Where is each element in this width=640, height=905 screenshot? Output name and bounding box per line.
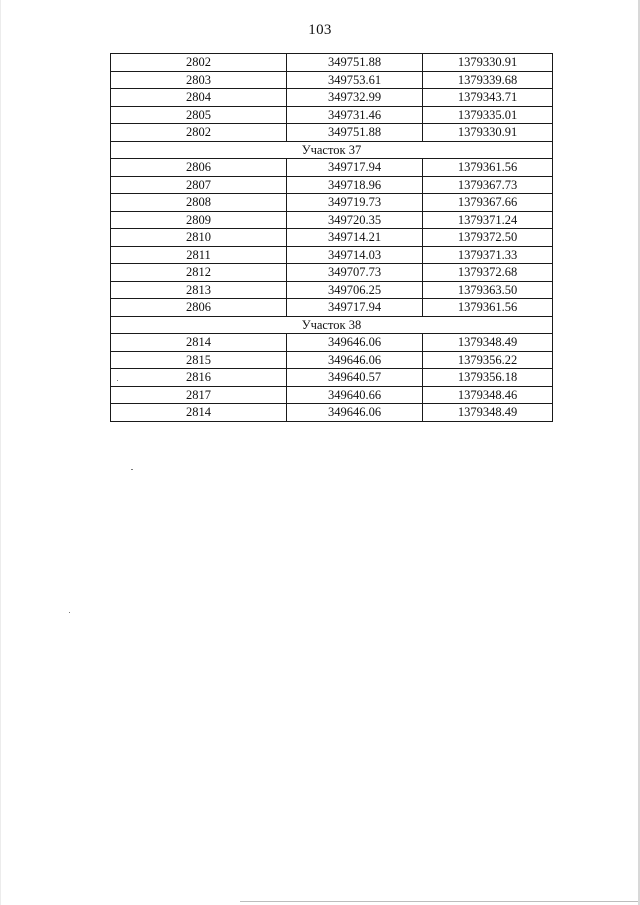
x-coordinate-cell: 349707.73 xyxy=(287,264,423,282)
point-number-cell: 2816 xyxy=(111,369,287,387)
x-coordinate-cell: 349717.94 xyxy=(287,299,423,317)
point-number-cell: 2809 xyxy=(111,211,287,229)
page-number: 103 xyxy=(308,22,332,38)
table-row xyxy=(111,404,553,422)
x-coordinate-cell: 349706.25 xyxy=(287,281,423,299)
y-coordinate-cell: 1379372.50 xyxy=(423,229,553,247)
y-coordinate-cell: 1379361.56 xyxy=(423,299,553,317)
page-left-edge xyxy=(0,0,1,905)
point-number-cell: 2805 xyxy=(111,106,287,124)
point-number-cell: 2802 xyxy=(111,124,287,142)
x-coordinate-cell: 349714.03 xyxy=(287,246,423,264)
table-row xyxy=(111,281,553,299)
table-row xyxy=(111,246,553,264)
point-number-cell: 2806 xyxy=(111,159,287,177)
x-coordinate-cell: 349646.06 xyxy=(287,404,423,422)
table-row xyxy=(111,369,553,387)
table-row xyxy=(111,211,553,229)
x-coordinate-cell: 349717.94 xyxy=(287,159,423,177)
page-bottom-line xyxy=(240,901,638,902)
y-coordinate-cell: 1379335.01 xyxy=(423,106,553,124)
x-coordinate-cell: 349719.73 xyxy=(287,194,423,212)
scan-speck xyxy=(117,380,118,381)
table-row xyxy=(111,334,553,352)
table-row xyxy=(111,229,553,247)
point-number-cell: 2807 xyxy=(111,176,287,194)
x-coordinate-cell: 349751.88 xyxy=(287,54,423,72)
y-coordinate-cell: 1379361.56 xyxy=(423,159,553,177)
section-row xyxy=(111,141,553,159)
x-coordinate-cell: 349732.99 xyxy=(287,89,423,107)
table-row xyxy=(111,194,553,212)
table-row xyxy=(111,89,553,107)
scan-speck xyxy=(69,612,70,613)
point-number-cell: 2815 xyxy=(111,351,287,369)
point-number-cell: 2814 xyxy=(111,334,287,352)
table-row xyxy=(111,159,553,177)
x-coordinate-cell: 349731.46 xyxy=(287,106,423,124)
y-coordinate-cell: 1379371.33 xyxy=(423,246,553,264)
x-coordinate-cell: 349718.96 xyxy=(287,176,423,194)
table-row xyxy=(111,124,553,142)
coordinates-table xyxy=(110,53,553,422)
section-row xyxy=(111,316,553,334)
point-number-cell: 2811 xyxy=(111,246,287,264)
table-row xyxy=(111,106,553,124)
x-coordinate-cell: 349720.35 xyxy=(287,211,423,229)
y-coordinate-cell: 1379348.46 xyxy=(423,386,553,404)
point-number-cell: 2802 xyxy=(111,54,287,72)
x-coordinate-cell: 349640.66 xyxy=(287,386,423,404)
point-number-cell: 2806 xyxy=(111,299,287,317)
section-title: Участок 38 xyxy=(111,316,553,334)
point-number-cell: 2803 xyxy=(111,71,287,89)
table-row xyxy=(111,351,553,369)
y-coordinate-cell: 1379330.91 xyxy=(423,54,553,72)
y-coordinate-cell: 1379367.66 xyxy=(423,194,553,212)
y-coordinate-cell: 1379356.18 xyxy=(423,369,553,387)
coordinates-table-body xyxy=(111,54,553,422)
y-coordinate-cell: 1379339.68 xyxy=(423,71,553,89)
x-coordinate-cell: 349640.57 xyxy=(287,369,423,387)
section-title: Участок 37 xyxy=(111,141,553,159)
table-row xyxy=(111,264,553,282)
y-coordinate-cell: 1379330.91 xyxy=(423,124,553,142)
point-number-cell: 2804 xyxy=(111,89,287,107)
table-row xyxy=(111,299,553,317)
point-number-cell: 2814 xyxy=(111,404,287,422)
y-coordinate-cell: 1379372.68 xyxy=(423,264,553,282)
point-number-cell: 2808 xyxy=(111,194,287,212)
y-coordinate-cell: 1379371.24 xyxy=(423,211,553,229)
y-coordinate-cell: 1379356.22 xyxy=(423,351,553,369)
point-number-cell: 2810 xyxy=(111,229,287,247)
point-number-cell: 2817 xyxy=(111,386,287,404)
table-row xyxy=(111,386,553,404)
table-row xyxy=(111,71,553,89)
x-coordinate-cell: 349714.21 xyxy=(287,229,423,247)
y-coordinate-cell: 1379348.49 xyxy=(423,404,553,422)
y-coordinate-cell: 1379348.49 xyxy=(423,334,553,352)
x-coordinate-cell: 349646.06 xyxy=(287,334,423,352)
x-coordinate-cell: 349753.61 xyxy=(287,71,423,89)
table-row xyxy=(111,54,553,72)
point-number-cell: 2812 xyxy=(111,264,287,282)
y-coordinate-cell: 1379363.50 xyxy=(423,281,553,299)
scan-speck xyxy=(131,469,133,470)
x-coordinate-cell: 349646.06 xyxy=(287,351,423,369)
point-number-cell: 2813 xyxy=(111,281,287,299)
y-coordinate-cell: 1379343.71 xyxy=(423,89,553,107)
table-row xyxy=(111,176,553,194)
y-coordinate-cell: 1379367.73 xyxy=(423,176,553,194)
x-coordinate-cell: 349751.88 xyxy=(287,124,423,142)
